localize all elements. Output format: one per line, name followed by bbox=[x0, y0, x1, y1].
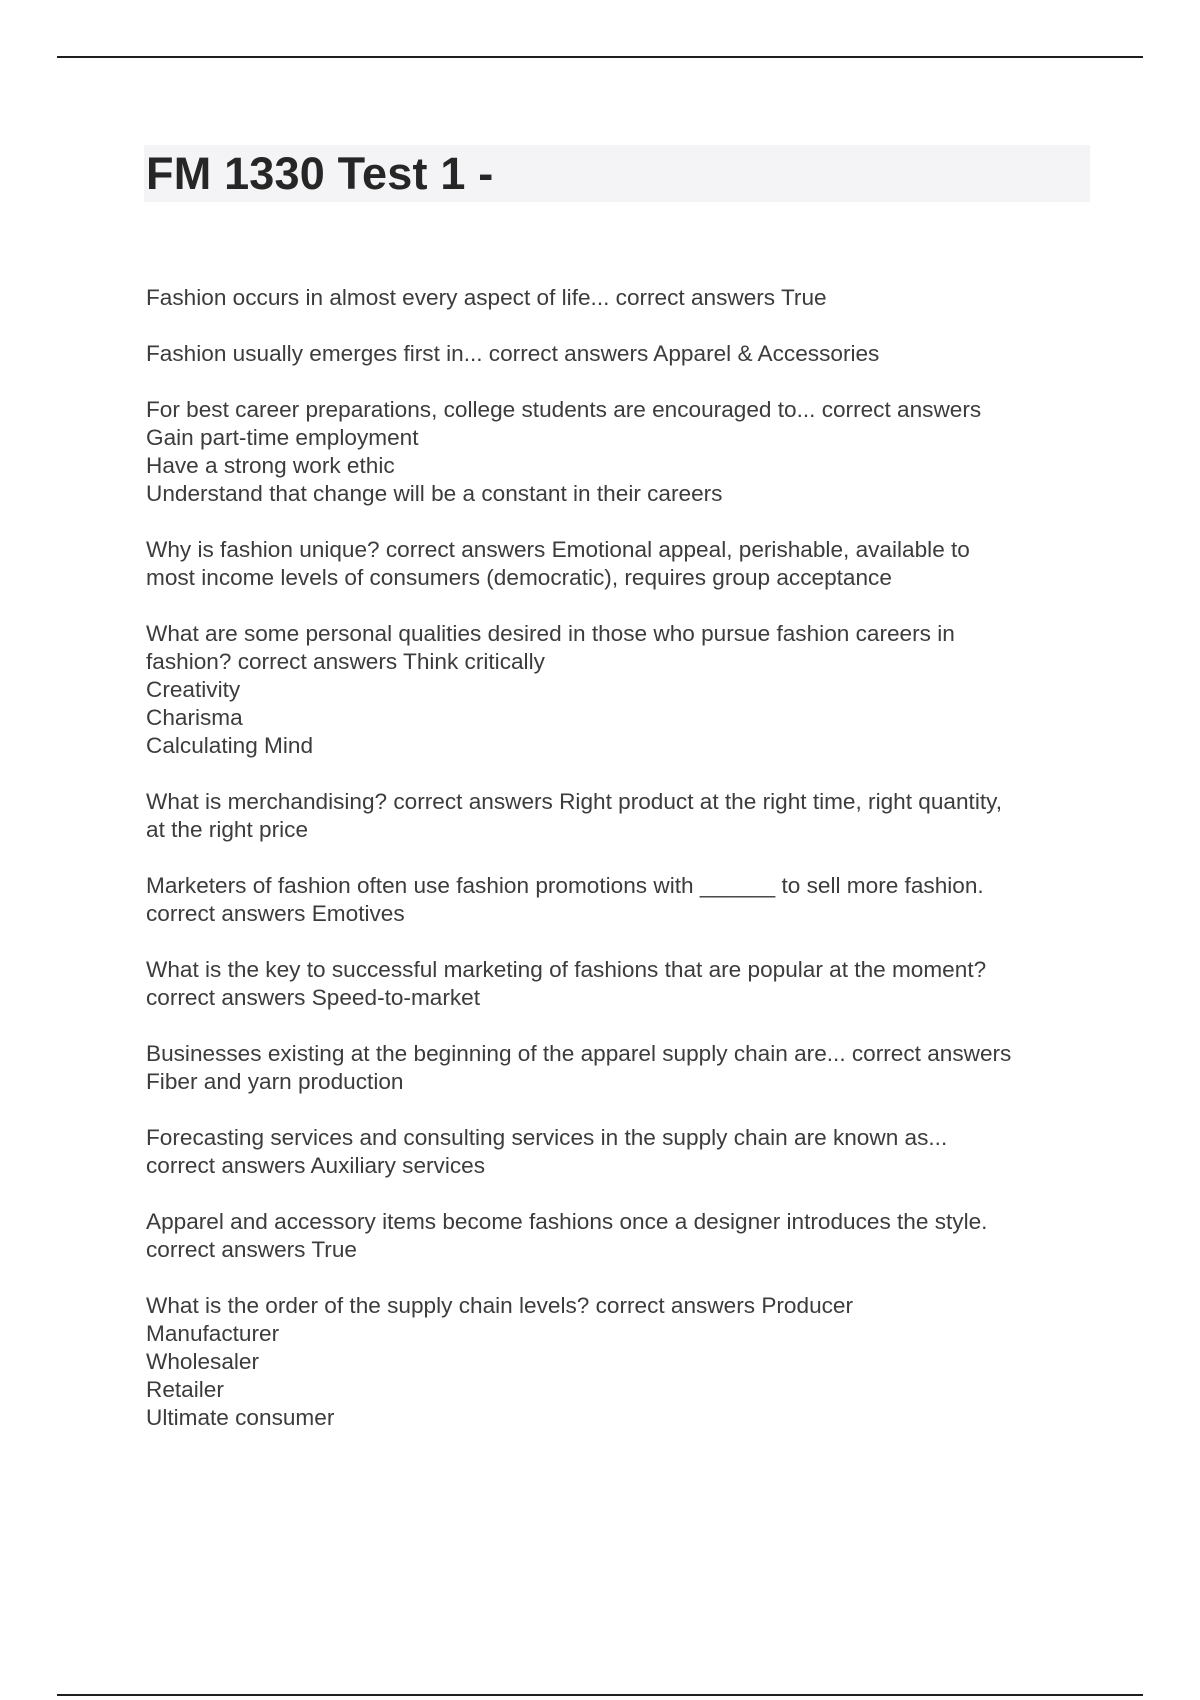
qa-list bbox=[146, 284, 1106, 1460]
qa-item bbox=[146, 536, 1106, 592]
qa-text-line: Fashion occurs in almost every aspect of life... correct answers True bbox=[146, 285, 827, 310]
qa-item bbox=[146, 340, 1106, 368]
qa-item bbox=[146, 1124, 1106, 1180]
qa-text-line: For best career preparations, college students are encouraged to... correct answers bbox=[146, 397, 982, 422]
qa-item bbox=[146, 396, 1106, 508]
qa-text-line: Have a strong work ethic bbox=[146, 453, 395, 478]
qa-text-line: Marketers of fashion often use fashion promotions with ______ to sell more fashion. bbox=[146, 873, 984, 898]
qa-text-line: What is merchandising? correct answers Right product at the right time, right quantity, bbox=[146, 789, 1003, 814]
bottom-rule bbox=[57, 1694, 1143, 1696]
top-rule bbox=[57, 56, 1143, 58]
qa-text-line: Understand that change will be a constant in their careers bbox=[146, 481, 723, 506]
qa-text-line: Manufacturer bbox=[146, 1321, 280, 1346]
qa-text-line: correct answers Auxiliary services bbox=[146, 1153, 486, 1178]
qa-text-line: Wholesaler bbox=[146, 1349, 260, 1374]
qa-text-line: Fiber and yarn production bbox=[146, 1069, 404, 1094]
qa-text-line: Calculating Mind bbox=[146, 733, 314, 758]
qa-text-line: Apparel and accessory items become fashions once a designer introduces the style. bbox=[146, 1209, 988, 1234]
qa-item bbox=[146, 1208, 1106, 1264]
qa-item bbox=[146, 788, 1106, 844]
qa-text-line: Gain part-time employment bbox=[146, 425, 419, 450]
qa-text-line: correct answers Speed-to-market bbox=[146, 985, 481, 1010]
qa-text-line: correct answers True bbox=[146, 1237, 357, 1262]
qa-text-line: Businesses existing at the beginning of the apparel supply chain are... correct answers bbox=[146, 1041, 1012, 1066]
qa-item bbox=[146, 284, 1106, 312]
qa-item bbox=[146, 620, 1106, 760]
qa-item bbox=[146, 872, 1106, 928]
qa-item bbox=[146, 956, 1106, 1012]
qa-text-line: Creativity bbox=[146, 677, 241, 702]
qa-text-line: Retailer bbox=[146, 1377, 224, 1402]
qa-text-line: Charisma bbox=[146, 705, 243, 730]
qa-item bbox=[146, 1292, 1106, 1432]
qa-text-line: Fashion usually emerges first in... correct answers Apparel & Accessories bbox=[146, 341, 880, 366]
qa-text-line: most income levels of consumers (democratic), requires group acceptance bbox=[146, 565, 892, 590]
qa-text-line: Ultimate consumer bbox=[146, 1405, 335, 1430]
qa-text-line: correct answers Emotives bbox=[146, 901, 405, 926]
qa-item bbox=[146, 1040, 1106, 1096]
qa-text-line: What is the key to successful marketing of fashions that are popular at the moment? bbox=[146, 957, 987, 982]
qa-text-line: Forecasting services and consulting services in the supply chain are known as... bbox=[146, 1125, 948, 1150]
document-title: FM 1330 Test 1 - bbox=[146, 148, 494, 199]
qa-text-line: What are some personal qualities desired in those who pursue fashion careers in bbox=[146, 621, 955, 646]
qa-text-line: fashion? correct answers Think critically bbox=[146, 649, 545, 674]
qa-text-line: What is the order of the supply chain levels? correct answers Producer bbox=[146, 1293, 854, 1318]
qa-text-line: at the right price bbox=[146, 817, 309, 842]
qa-text-line: Why is fashion unique? correct answers Emotional appeal, perishable, available to bbox=[146, 537, 970, 562]
